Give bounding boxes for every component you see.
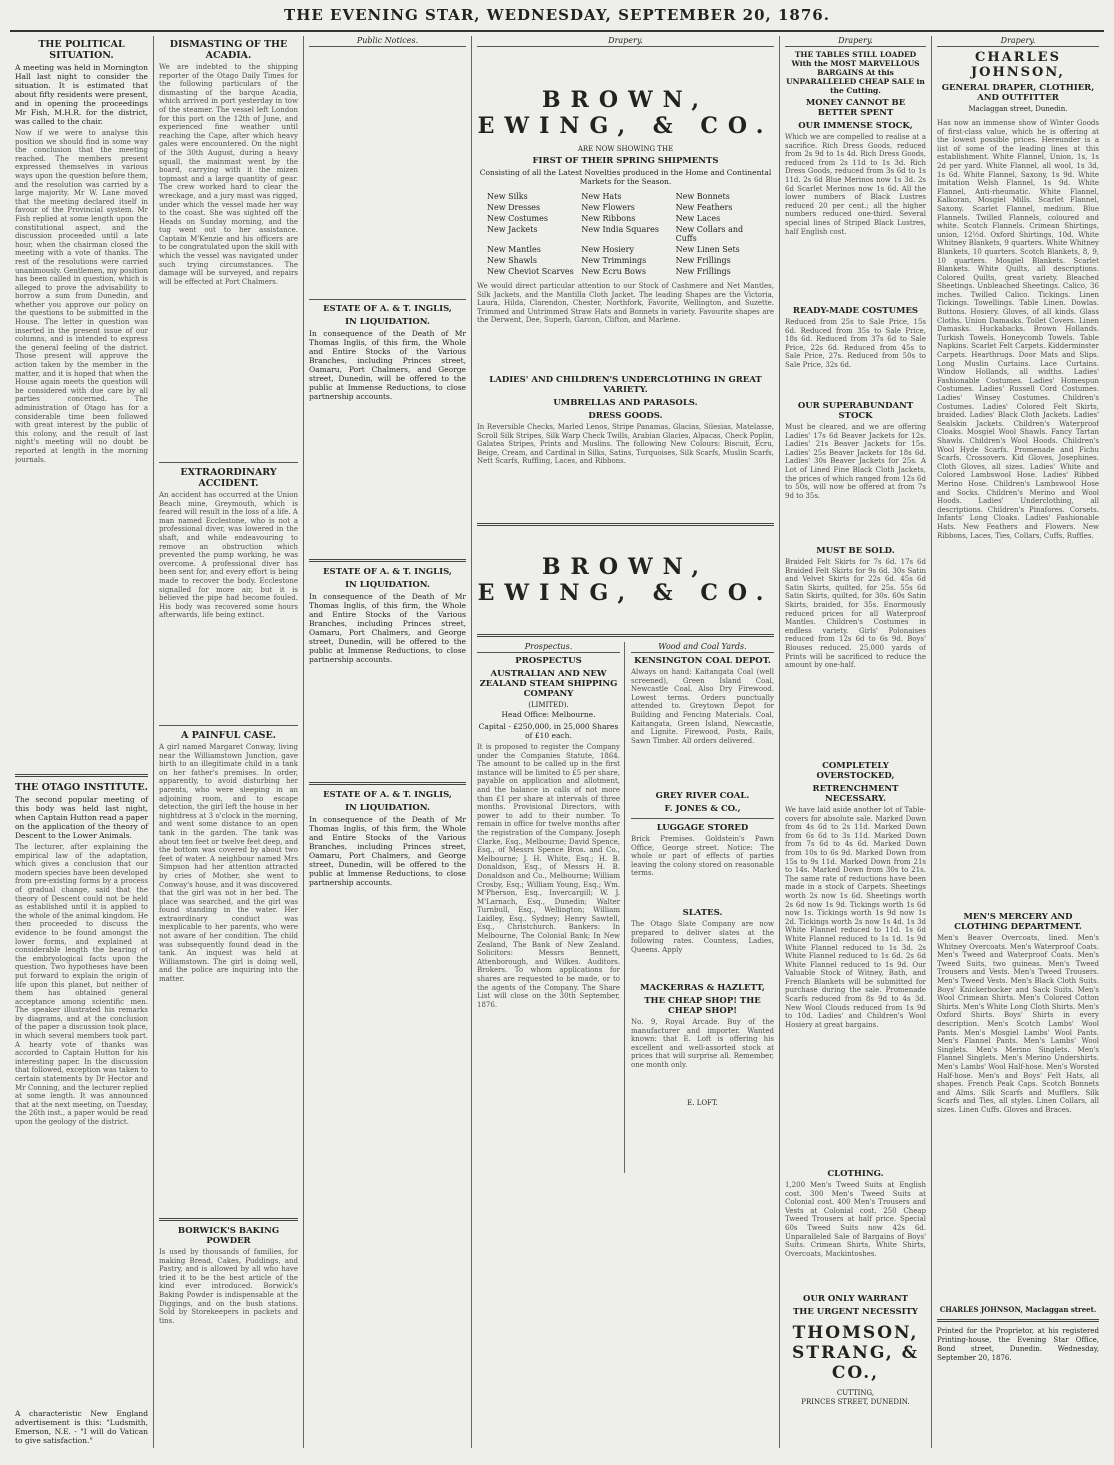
list-item: New Jackets	[487, 225, 538, 234]
slates-title: SLATES.	[682, 908, 723, 918]
article-title-acadia: DISMASTING OF THE ACADIA.	[169, 39, 288, 61]
mens-goods-list: Men's Beaver Overcoats, lined. Men's Whitney Overcoats. Men's Waterproof Coats. Men's Tweed and Waterproof Coats. Men's Tweed Suits, two guineas. Men's Tweed Trousers and Vests. Men's Tweed Trousers. Men's Tweed Vests. Men's Black Cloth Suits. Boys' Knickerbocker and Sack Suits. Men's Wool Crimean Shirts. Men's Colored Cotton Shirts. Men's White Long Cloth Shirts. Men's Oxford Shirts. Boys' Shirts in every description. Men's Scotch Lambs' Wool Pants. Men's Mosgiel Lambs' Wool Pants. Men's Flannel Pants. Men's Lambs' Wool Singlets. Men's Merino Singlets. Men's Flannel Singlets. Men's Merino Undershirts. Men's Lambs' Wool Half-hose. Men's Worsted Half-hose. Men's and Boys' Felt Hats, all shapes. French Peak Caps. Scotch Bonnets and Alms. Silk Scarfs and Mufflers. Silk Scarfs and Ties, all styles. Linen Collars, all sizes. Linen Cuffs. Gloves and Braces.	[937, 934, 1099, 1114]
divider	[159, 725, 298, 726]
goods-list	[487, 192, 764, 276]
estate-notice-title: ESTATE OF A. & T. INGLIS,	[323, 790, 452, 800]
dress-goods-text: In Reversible Checks, Marled Lenos, Stripe Panamas, Glacias, Silesias, Matelasse, Scroll Silk Stripes, Silk Warp Check Twills, Arabian Glacies, Alpacas, Check Poplin, Galatea Stripes, Prints and Muslins. The following New Colours: Biscuit, Ecru, Beige, Cream, and Cardinal in Silks, Satins, Turquoises, Silk Scarfs, Muslin Scarfs, Nett Scarfs, Ruffling, Laces, and Ribbons.	[477, 423, 774, 466]
johnson-trade: GENERAL DRAPER, CLOTHIER, AND OUTFITTER	[941, 83, 1095, 103]
list-item: New Silks	[487, 192, 528, 201]
list-item: New Feathers	[675, 203, 733, 212]
column-public-notices	[304, 36, 472, 1448]
luggage-text: Brick Premises. Goldstein's Pawn Office, George street. Notice: The whole or part of effects of parties leaving the colony stored on reasonable terms.	[631, 835, 774, 878]
johnson-goods-list: Has now an immense show of Winter Goods of first-class value, which he is offering at the lowest possible prices. Hereunder is a list of some of the leading lines at this establishment. White Flannel, Union, 1s, 1s 2d per yard. White Flannel, all wool, 1s 3d, 1s 6d. White Flannel, Saxony, 1s 9d. White Imitation Welsh Flannel, 1s 9d. White Flannel, Anti-rheumatic. White Flannel, Kalkoran, Mosgiel Mills. Scarlet Flannel, Saxony. Scarlet Flannel, medium. Blue Flannels. Twilled Flannels, coloured and white. Scotch Flannels. Crimean Shirtings, union, 12½d. Oxford Shirtings, 10d. White Whitney Blankets, 9 quarters. White Whitney Blankets, 10 quarters. Scotch Blankets, 8, 9, 10 quarters. Mosgiel Blankets. Scarlet Blankets. White Quilts, all descriptions. Colored Quilts, great variety. Bleached Sheetings. Unbleached Sheetings. Calico, 36 inches. Twilled Calico. Tickings. Linen Tickings. Towellings. Table Linen. Dowlas. Buttons. Hosiery. Gloves, of all kinds. Glass Cloths. Union Damasks. Toilet Covers. Linen Damasks. Huckabacks. Brown Hollands. Turkish Towels. Honeycomb Towels. Table Napkins. Scarlet Felt Carpets. Kidderminster Carpets. Hearthrugs. Door Mats and Slips. Long Muslin Curtains. Lace Curtains. Window Hollands, all widths. Ladies' Fashionable Costumes. Ladies' Homespun Costumes. Ladies' Russell Cord Costumes. Ladies' Winsey Costumes. Children's Costumes. Ladies' Colored Felt Skirts, braided. Ladies' Black Cloth Jackets. Ladies' Sealskin Jackets. Children's Waterproof Cloaks. Mosgiel Wool Shawls. Fancy Tartan Shawls. Children's Wool Hoods. Children's Wool Hyde Scarfs. Promenade and Fichu Scarfs. Crossovers. Kid Gloves, Josephines. Cloth Gloves, all sizes. Ladies' White and Colored Lambswool Hose. Ladies' Ribbed Merino Hose. Children's Lambswool Hose and Socks. Children's Merino and Wool Hoods. Ladies' Underclothing, all descriptions. Children's Pinafores. Corsets. Infants' Long Cloaks. Ladies' Fashionable Hats. New Feathers and Flowers. New Ribbons, Laces, Ties, Collars, Cuffs, Ruffles.	[937, 119, 1099, 540]
clothing-text: 1,200 Men's Tweed Suits at English cost. 300 Men's Tweed Suits at Colonial cost. 400 Men's Trousers and Vests at Colonial cost. 250 Cheap Tweed Trousers at half price. Special 60s Tweed Suits now 42s 6d. Unparalleled Sale of Bargains of Boys' Suits. Crimean Shirts, White Shirts, Overcoats, Mackintoshes.	[785, 1181, 926, 1258]
kensington-title: KENSINGTON COAL DEPOT.	[634, 656, 771, 666]
acadia-body-text: We are indebted to the shipping reporter of the Otago Daily Times for the following particulars of the dismasting of the barque Acadia, which arrived in port yesterday in tow of the steamer. The vessel left London for this port on the 12th of June, and experienced fine weather until reaching the Cape, after which heavy gales were encountered. On the night of the 30th August, during a heavy squall, the mainmast went by the board, carrying with it the mizen topmast and a large quantity of gear. The crew worked hard to clear the wreckage, and a jury mast was rigged, under which the vessel made her way to the coast. She was sighted off the Heads on Sunday morning, and the tug went out to her assistance. Captain M'Kenzie and his officers are to be congratulated upon the skill with which the vessel was navigated under such trying circumstances. The damage will be surveyed, and repairs will be effected at Port Chalmers.	[159, 63, 298, 286]
table-linen-text: We have laid aside another lot of Table-covers for absolute sale. Marked Down from 4s 6d to 2s 11d. Marked Down from 6s 6d to 3s 11d. Marked Down from 7s 6d to 4s 6d. Marked Down from 10s to 6s 9d. Marked Down from 15s to 9s 11d. Marked Down from 21s to 14s. Marked Down from 30s to 21s. The same rate of reductions have been made in a stock of Carpets. Sheetings worth 2s now 1s 6d. Sheetings worth 2s 6d now 1s 9d. Tickings worth 1s 6d now 1s. Tickings worth 1s 9d now 1s 2d. Tickings worth 2s now 1s 4d. 1s 3d White Flannel reduced to 11d. 1s 6d White Flannel reduced to 1s 1d. 1s 9d White Flannel reduced to 1s 3d. 2s White Flannel reduced to 1s 6d. 2s 6d White Flannel reduced to 1s 9d. Our Valuable Stock of Witney, Bath, and French Blankets will be submitted for purchase during the sale. Promenade Scarfs reduced from 8s 9d to 4s 3d. New Wool Clouds reduced from 1s 9d to 10d. Ladies' and Children's Wool Hosiery at great bargains.	[785, 806, 926, 1029]
column-thomson-strang	[780, 36, 932, 1448]
list-item: New Mantles	[487, 245, 541, 254]
firm-name-repeat: BROWN, EWING, & CO.	[477, 554, 774, 606]
capital-text: Capital - £250,000, in 25,000 Shares of £10 each.	[478, 722, 619, 740]
johnson-address: Maclaggan street, Dunedin.	[968, 105, 1068, 113]
underclothing-title: LADIES' AND CHILDREN'S UNDERCLOTHING IN GREAT VARIETY.	[489, 375, 762, 395]
estate-notice-title: ESTATE OF A. & T. INGLIS,	[323, 304, 452, 314]
street-label: PRINCES STREET, DUNEDIN.	[801, 1398, 910, 1406]
jones-title: F. JONES & CO.,	[664, 804, 741, 814]
masthead: THE EVENING STAR, WEDNESDAY, SEPTEMBER 20, 1876.	[284, 6, 830, 24]
divider	[309, 299, 466, 300]
greyriver-title: GREY RIVER COAL.	[655, 791, 750, 801]
list-item: New Frillings	[675, 267, 731, 276]
overstocked-title: COMPLETELY OVERSTOCKED,	[816, 761, 895, 781]
blank-space	[309, 50, 466, 295]
column-brown-ewing	[472, 36, 780, 1448]
prospectus-column	[477, 642, 625, 1173]
section-header: Prospectus.	[477, 642, 620, 653]
article-title-painful-case: A PAINFUL CASE.	[181, 730, 276, 741]
dress-goods-title: DRESS GOODS.	[588, 411, 663, 421]
estate-notice-text: In consequence of the Death of Mr Thomas Inglis, of this firm, the Whole and Entire Stocks of the Various Branches, including Princes street, Oamaru, Port Chalmers, and George street, Dunedin, will be offered to the public at Immense Reductions, to close partnership accounts.	[309, 815, 466, 887]
article-lead: A meeting was held in Mornington Hall last night to consider the situation. It is estimated that about fifty residents were present, and in opening the proceedings Mr Fish, M.H.R. for the district, was called to the chair.	[15, 63, 148, 126]
ad-title-baking-powder: BORWICK'S BAKING POWDER	[177, 1226, 280, 1246]
column-political	[10, 36, 154, 1448]
institute-lead: The second popular meeting of this body was held last night, when Captain Hutton read a paper on the application of the theory of Descent to the Lower Animals.	[15, 795, 148, 840]
johnson-name: CHARLES JOHNSON,	[971, 50, 1065, 80]
warrant-title: OUR ONLY WARRANT	[803, 1294, 908, 1304]
firm-name: BROWN, EWING, & CO.	[477, 87, 774, 139]
masthead-rule	[10, 30, 1104, 32]
slates-text: The Otago Slate Company are now prepared to deliver slates at the following rates. Countess, Ladies, Queens. Apply	[631, 920, 774, 954]
list-item: New Costumes	[487, 214, 548, 223]
divider	[15, 774, 148, 777]
estate-notice-text: In consequence of the Death of Mr Thomas Inglis, of this firm, the Whole and Entire Stocks of the Various Branches, including Princes street, Oamaru, Port Chalmers, and George street, Dunedin, will be offered to the public at Immense Reductions, to close partnership accounts.	[309, 592, 466, 664]
money-title: MONEY CANNOT BE BETTER SPENT	[805, 98, 906, 118]
liquidation-label: IN LIQUIDATION.	[345, 317, 430, 327]
liquidation-label: IN LIQUIDATION.	[345, 803, 430, 813]
kensington-text: Always on hand: Kaitangata Coal (well screened), Green Island Coal, Newcastle Coal, Also Dry Firewood. Lowest terms. Orders punctually attended to. Greytown Depot for Building and Fencing Materials. Coal, Kaitangata, Green Island, Newcastle, and Lignite. Firewood, Posts, Rails, Sawn Timber. All orders delivered.	[631, 668, 774, 745]
skirt-prices: Braided Felt Skirts for 7s 6d. 17s 6d Braided Felt Skirts for 9s 6d. 30s Satin and Velvet Skirts for 22s 6d. 45s 6d Satin Skirts, quilted, for 25s. 55s 6d Satin Skirts, quilted, for 30s. 60s Satin Skirts, braided, for 35s. Enormously reduced prices for all Waterproof Mantles. Children's Costumes in endless variety. Girls' Polonaises reduced from 12s 6d to 6s 9d. Boys' Blouses reduced. 25,000 yards of Prints will be sacrificed to reduce the amount by one-half.	[785, 558, 926, 670]
mens-department-title: MEN'S MERCERY AND CLOTHING DEPARTMENT.	[954, 912, 1082, 932]
immense-stock-title: OUR IMMENSE STOCK,	[798, 121, 913, 131]
retrenchment-title: RETRENCHMENT NECESSARY.	[812, 784, 899, 804]
baking-powder-ad-text: Is used by thousands of families, for making Bread, Cakes, Puddings, and Pastry, and is allowed by all who have tried it to be the best article of the kind ever introduced. Borwick's Baking Powder is indispensable at the Diggings, and on the bush stations. Sold by Storekeepers in packets and tins.	[159, 1248, 298, 1325]
spring-shipments: FIRST OF THEIR SPRING SHIPMENTS	[532, 156, 719, 166]
costume-prices: Reduced from 25s to Sale Price, 15s 6d. Reduced from 35s to Sale Price, 18s 6d. Reduced from 37s 6d to Sale Price, 22s 6d. Reduced from 45s to Sale Price, 27s. Reduced from 50s to Sale Price, 32s 6d.	[785, 318, 926, 369]
divider	[159, 462, 298, 463]
coal-yards-column	[631, 642, 774, 1173]
painful-case-body-text: A girl named Margaret Conway, living near the Williamstown Junction, gave birth to an illegitimate child in a tank on her father's premises. In order, apparently, to avoid disturbing her parents, who were sleeping in an adjoining room, and to escape detection, the girl left the house in her nightdress at 3 o'clock in the morning, and went some distance to an open tank in the garden. The tank was about ten feet or twelve feet deep, and the bottom was covered by about two feet of water. A neighbour named Mrs Simpson had her attention attracted by cries of Mother, she went to Conway's house, and it was discovered that the girl was not in her bed. The place was searched, and the girl was found standing in the water. Her extraordinary conduct was inexplicable to her parents, who were not aware of her condition. The child was subsequently found dead in the tank. An inquest was held at Williamstown. The girl is doing well, and the police are inquiring into the matter.	[159, 743, 298, 984]
section-header: Public Notices.	[309, 36, 466, 47]
list-item: New Trimmings	[581, 256, 647, 265]
list-item: New Ribbons	[581, 214, 636, 223]
article-title-political: THE POLITICAL SITUATION.	[38, 39, 125, 61]
article-title-institute: THE OTAGO INSTITUTE.	[15, 782, 148, 793]
cutting-label: CUTTING,	[836, 1389, 875, 1397]
list-item: New Bonnets	[675, 192, 730, 201]
article-title-accident: EXTRAORDINARY ACCIDENT.	[180, 467, 277, 489]
necessity-title: THE URGENT NECESSITY	[792, 1307, 918, 1317]
list-item: New Hosiery	[581, 245, 634, 254]
section-header: Drapery.	[477, 36, 774, 47]
prospectus-title: PROSPECTUS	[515, 656, 582, 666]
prospectus-body-text: It is proposed to register the Company under the Companies Statute, 1864. The amount to be called up in the first instance will be limited to £5 per share, payable on application and allotment, and the balance in calls of not more than £1 per share at intervals of three months. Provisional Directors, with power to add to their number. To remain in office for twelve months after the registration of the Company. Joseph Clarke, Esq., Melbourne; David Spence, Esq., of Messrs Spence Bros. and Co., Melbourne; J. H. White, Esq.; H. B. Donaldson, Esq., of Messrs H. B. Donaldson and Co., Melbourne; William Crosby, Esq.; William Young, Esq.; Wm. M'Pherson, Esq., Invercargill; W. J. M'Larnach, Esq., Dunedin; Walter Turnbull, Esq., Wellington; William Laidley, Esq., Sydney; Henry Sawtell, Esq., Christchurch. Bankers: In Melbourne, The Colonial Bank; In New Zealand, The Bank of New Zealand. Solicitors: Messrs Bennett, Attenborough, and Wilkes. Auditors. Brokers. To whom applications for shares are requested to be made, or to the agents of the Company. The Share List will close on the 30th September, 1876.	[477, 743, 620, 1009]
list-item: New India Squares	[581, 225, 659, 234]
column-charles-johnson	[932, 36, 1104, 1448]
divider	[477, 523, 774, 526]
clothing-title: CLOTHING.	[827, 1169, 884, 1179]
lower-notices	[477, 642, 774, 1173]
limited-label: (LIMITED).	[528, 701, 569, 709]
liquidation-label: IN LIQUIDATION.	[345, 580, 430, 590]
list-item: New Laces	[675, 214, 721, 223]
luggage-title: LUGGAGE STORED	[656, 823, 749, 833]
mackerras-title: MACKERRAS & HAZLETT,	[640, 983, 765, 993]
list-item: New Flowers	[581, 203, 635, 212]
divider	[937, 1319, 1099, 1322]
blank-space	[309, 404, 466, 554]
umbrellas-title: UMBRELLAS AND PARASOLS.	[553, 398, 698, 408]
superabundant-title: OUR SUPERABUNDANT STOCK	[797, 401, 914, 421]
blank-space	[309, 667, 466, 777]
lead-text: THE TABLES STILL LOADED With the MOST MARVELLOUS BARGAINS At this UNPARALLELED CHEAP SALE in the Cutting.	[786, 50, 925, 95]
jacket-prices: Must be cleared, and we are offering Ladies' 17s 6d Beaver Jackets for 12s. Ladies' 21s Beaver Jackets for 15s. Ladies' 25s Beaver Jackets for 18s 6d. Ladies' 30s Beaver Jackets for 25s. A Lot of Lined Fine Black Cloth Jackets, the prices of which ranged from 12s 6d to 50s, will now be offered at from 7s 9d to 35s.	[785, 423, 926, 500]
list-item: New Dresses	[487, 203, 541, 212]
accident-body-text: An accident has occurred at the Union Beach mine, Greymouth, which is feared will result in the loss of a life. A man named Ecclestone, who is not a professional diver, was lowered in the shaft, and while endeavouring to remove an obstruction which prevented the pump working, he was overcome. A professional diver has been sent for, and every effort is being made to recover the body. Ecclestone signalled for more air, but it is believed the pipe had become fouled. His body was recovered some hours afterwards, life being extinct.	[159, 491, 298, 620]
section-header: Wood and Coal Yards.	[631, 642, 774, 653]
list-item: New Collars and Cuffs	[675, 225, 744, 243]
company-name: AUSTRALIAN AND NEW ZEALAND STEAM SHIPPING COMPANY	[479, 669, 618, 699]
dress-goods-list: Which we are compelled to realise at a sacrifice. Rich Dress Goods, reduced from 2s 9d to 1s 4d. Rich Dress Goods, reduced from 2s 11d to 1s 3d. Rich Dress Goods, reduced from 3s 6d to 1s 11d. 2s 6d Blue Merinos now 1s 3d. 2s 6d Scarlet Merinos now 1s 6d. All the lower numbers of Black Lustres reduced 20 per cent.; all the higher numbers reduced one-third. Several special lines of Striped Black Lustres, half English cost.	[785, 133, 926, 236]
list-item: New Hats	[581, 192, 622, 201]
divider	[309, 559, 466, 562]
johnson-signature: CHARLES JOHNSON, Maclaggan street.	[939, 1305, 1097, 1314]
column-acadia	[154, 36, 304, 1448]
ready-made-title: READY-MADE COSTUMES	[792, 306, 919, 316]
list-item: New Ecru Bows	[581, 267, 646, 276]
list-item: New Cheviot Scarves	[487, 267, 574, 276]
institute-body-text: The lecturer, after explaining the empirical law of the adaptation, which gives a conclusion that our modern species have been developed from pre-existing forms by a process of gradual change, said that the theory of Descent could not be held as established until it is applied to the whole of the animal kingdom. He then proceeded to discuss the evidence to be found amongst the lower forms, and explained at considerable length the bearing of the embryological facts upon the question. Two hypotheses have been put forward to explain the origin of life upon this planet, but neither of them has obtained general acceptance among scientific men. The speaker illustrated his remarks by diagrams, and at the conclusion of the paper a discussion took place, in which several members took part. A hearty vote of thanks was accorded to Captain Hutton for his interesting paper. In the discussion that followed, exception was taken to certain statements by Dr Hector and Mr Conning, and the lecturer replied at some length. It was announced that at the next meeting, on Tuesday, the 26th inst., a paper would be read upon the geology of the district.	[15, 843, 148, 1126]
cheap-shop-title: THE CHEAP SHOP! THE CHEAP SHOP!	[644, 996, 761, 1016]
head-office: Head Office: Melbourne.	[501, 710, 596, 719]
list-item: New Linen Sets	[675, 245, 740, 254]
must-be-sold-title: MUST BE SOLD.	[816, 546, 895, 556]
closing-paragraph: A characteristic New England advertisement is this: "Ludsmith, Emerson, N.E. - "I will do Vatican to give satisfaction."	[15, 1409, 148, 1445]
printer-imprint: Printed for the Proprietor, at his registered Printing-house, the Evening Star Office, Bond street, Dunedin. Wednesday, September 20, 1876.	[937, 1327, 1099, 1362]
showing-label: ARE NOW SHOWING THE	[577, 145, 674, 153]
list-item: New Shawls	[487, 256, 538, 265]
estate-notice-text: In consequence of the Death of Mr Thomas Inglis, of this firm, the Whole and Entire Stocks of the Various Branches, including Princes street, Oamaru, Port Chalmers, and George street, Dunedin, will be offered to the public at Immense Reductions, to close partnership accounts.	[309, 329, 466, 401]
divider	[159, 1218, 298, 1221]
estate-notice-title: ESTATE OF A. & T. INGLIS,	[323, 567, 452, 577]
millinery-text: We would direct particular attention to our Stock of Cashmere and Net Mantles, Silk Jackets, and the Mantilla Cloth Jacket. The leading Shapes are the Victoria, Laura, Hilda, Clarendon, Chester, Northfork, Favorite, Wellington, and Suzette. Trimmed and Untrimmed Straw Hats and Bonnets in variety. Favourite shapes are the Derwent, Dee, Superb, Garcon, Clifton, and Marlene.	[477, 282, 774, 325]
section-header: Drapery.	[937, 36, 1099, 47]
loft-signature: E. LOFT.	[687, 1099, 718, 1107]
divider	[477, 634, 774, 637]
section-header: Drapery.	[785, 36, 926, 47]
consisting-text: Consisting of all the Latest Novelties produced in the Home and Continental Markets for the Season.	[479, 168, 772, 186]
divider	[309, 782, 466, 785]
cheap-shop-text: No. 9, Royal Arcade. Buy of the manufacturer and importer. Wanted known: that E. Loft is offering his excellent and well-assorted stock at prices that will surprise all. Remember, one month only.	[631, 1018, 774, 1069]
divider	[631, 818, 774, 819]
article-body-text: Now if we were to analyse this position we should find in some way the conclusion that the meeting reached. The members present expressed themselves in various ways upon the question before them, and the resolution was carried by a large majority. Mr W. Lane moved that the meeting declared itself in favour of the Provincial system. Mr Fish replied at some length upon the constitutional aspect, and the discussion proceeded until a late hour, when the chairman closed the meeting with a vote of thanks. The rest of the resolutions were carried unanimously. Gentlemen, my position has been called in question, which is alleged to prove the advisability to borrow a sum from Dunedin, and whether you approve our policy on the questions to be submitted in the House. The letter in question was inserted in the present issue of our columns, and is intended to express the general feeling of the district. Those present will approve the action taken by the member in the matter, and it is hoped that when the House again meets the question will be considered with due care by all parties concerned. The administration of Otago has for a considerable time been followed with great interest by the public of this colony, and the result of last night's meeting will no doubt be reported at length in the morning journals.	[15, 129, 148, 464]
thomson-strang-firm: THOMSON, STRANG, & CO.,	[792, 1323, 919, 1383]
list-item: New Frillings	[675, 256, 731, 265]
